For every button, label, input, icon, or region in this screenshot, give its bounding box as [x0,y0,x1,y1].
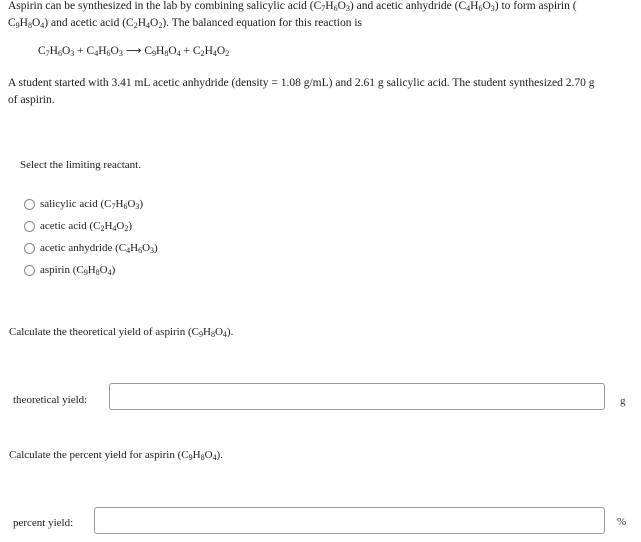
subscript: 6 [478,4,483,13]
intro-text: Aspirin can be synthesized in the lab by combining salicylic acid (C [8,0,322,12]
intro-text: O [31,17,41,29]
intro-text: O [150,17,159,29]
subscript: 4 [40,21,45,30]
intro-line-2 [8,15,362,31]
problem-line-1: A student started with 3.41 mL acetic anhydride (density = 1.08 g/mL) and 2.61 g salicylic acid. The student synthesized 2.70 g [8,77,595,89]
radio-option-acetic-acid[interactable] [24,218,224,234]
radio-button[interactable] [24,243,35,254]
option-label: acetic anhydride $(C_4H_6O_3)$ [40,242,158,255]
percent-yield-input[interactable] [94,507,605,534]
intro-line-1 [8,0,577,14]
percent-yield-label: percent yield: [13,517,74,529]
subscript: 4 [146,21,151,30]
question-1-prompt: Select the limiting reactant. [20,159,141,171]
intro-text: H [325,0,334,12]
radio-option-acetic-anhydride[interactable] [24,240,224,256]
option-label: acetic acid $(C_2H_4O_2)$ [40,220,133,233]
intro-text: H [470,0,479,12]
subscript: 9 [15,21,20,30]
subscript: 3 [345,4,350,13]
radio-button[interactable] [24,221,35,232]
radio-option-aspirin[interactable] [24,262,224,278]
subscript: 2 [133,21,138,30]
balanced-equation: $C_7H_6O_3 + C_4H_6O_3$ ⟶ $C_9H_8O_4 + C_2H_4O_2$ [38,44,230,58]
intro-text: H [19,17,28,29]
intro-text: ) and acetic acid (C [44,17,134,29]
option-label: aspirin $(C_9H_8O_4)$ [40,264,116,277]
subscript: 2 [158,21,163,30]
percent-yield-unit: % [617,516,627,528]
theoretical-yield-unit: g [620,395,626,407]
question-3-prompt: Calculate the percent yield for aspirin $(C_9H_8O_4)$. [9,449,223,462]
question-2-prompt: Calculate the theoretical yield of aspirin $(C_9H_8O_4)$. [9,326,234,339]
subscript: 8 [27,21,32,30]
radio-button[interactable] [24,199,35,210]
intro-text: C [8,17,16,29]
intro-text: O [337,0,346,12]
subscript: 6 [333,4,338,13]
subscript: 3 [490,4,495,13]
theoretical-yield-label: theoretical yield: [13,394,88,406]
intro-text: ) to form aspirin ( [494,0,577,12]
subscript: 7 [321,4,326,13]
subscript: 4 [466,4,471,13]
intro-text: ). The balanced equation for this reaction is [162,17,363,29]
radio-option-salicylic-acid[interactable] [24,196,224,212]
theoretical-yield-input[interactable] [109,383,605,410]
intro-text: ) and acetic anhydride (C [349,0,467,12]
radio-button[interactable] [24,265,35,276]
intro-text: H [137,17,147,29]
intro-text: O [482,0,491,12]
option-label: salicylic acid $(C_7H_6O_3)$ [40,198,144,211]
problem-line-2: of aspirin. [8,94,55,106]
